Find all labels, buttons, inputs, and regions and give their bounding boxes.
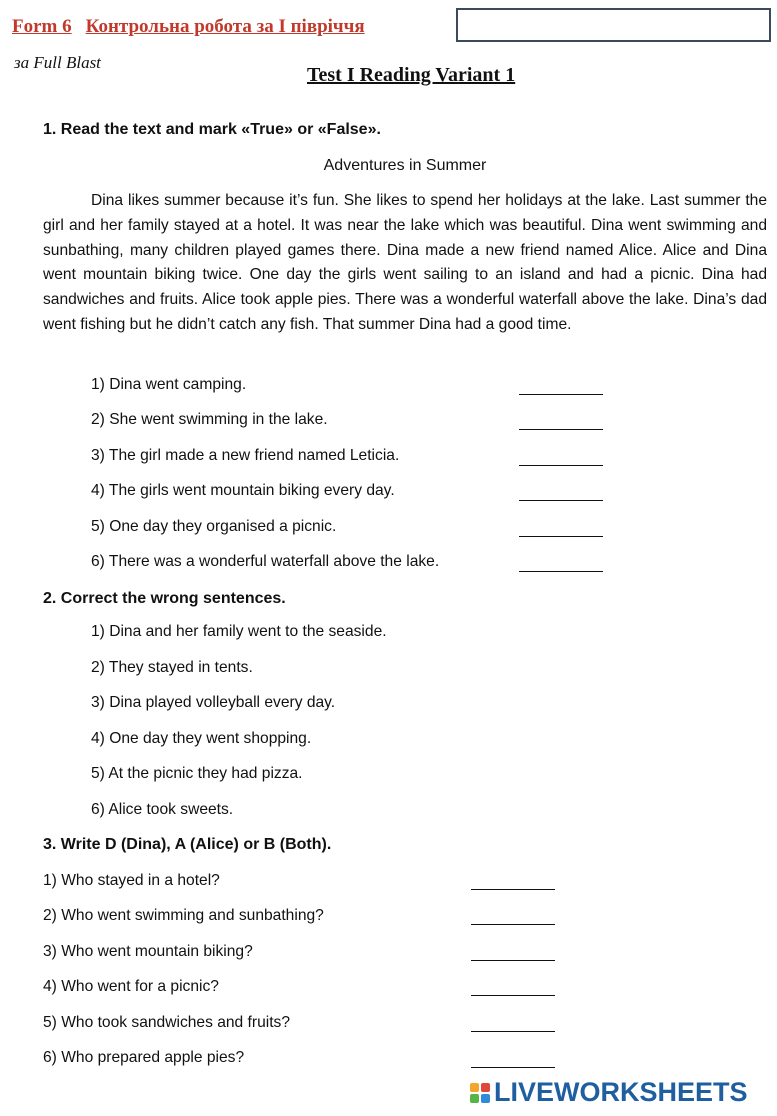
task1-answer-1[interactable] bbox=[519, 394, 603, 395]
test-title: Test I Reading Variant 1 bbox=[307, 64, 516, 86]
logo-square-orange bbox=[470, 1083, 479, 1092]
task1-item-1: 1) Dina went camping. bbox=[91, 376, 247, 393]
task3-heading: 3. Write D (Dina), A (Alice) or B (Both). bbox=[43, 836, 332, 853]
task1-item-5: 5) One day they organised a picnic. bbox=[91, 518, 337, 535]
logo-square-green bbox=[470, 1094, 479, 1103]
task3-answer-6[interactable] bbox=[471, 1067, 555, 1068]
logo-square-red bbox=[481, 1083, 490, 1092]
task1-answer-3[interactable] bbox=[519, 465, 603, 466]
task3-item-3: 3) Who went mountain biking? bbox=[43, 943, 253, 960]
story-title: Adventures in Summer bbox=[323, 157, 487, 174]
liveworksheets-icon bbox=[470, 1083, 490, 1103]
task3-item-1: 1) Who stayed in a hotel? bbox=[43, 872, 220, 889]
task1-item-4: 4) The girls went mountain biking every day. bbox=[91, 482, 395, 499]
task3-answer-5[interactable] bbox=[471, 1031, 555, 1032]
task2-item-4: 4) One day they went shopping. bbox=[91, 730, 312, 747]
form-title bbox=[12, 16, 365, 38]
task1-item-6: 6) There was a wonderful waterfall above the lake. bbox=[91, 553, 440, 570]
logo-square-blue bbox=[481, 1094, 490, 1103]
task2-heading: 2. Correct the wrong sentences. bbox=[43, 590, 286, 607]
name-input-box[interactable] bbox=[456, 8, 771, 42]
test-name: Контрольна робота за І півріччя bbox=[85, 16, 365, 37]
liveworksheets-wordmark: LIVEWORKSHEETS bbox=[494, 1077, 748, 1107]
task3-answer-3[interactable] bbox=[471, 960, 555, 961]
task1-item-2: 2) She went swimming in the lake. bbox=[91, 411, 328, 428]
task2-item-1: 1) Dina and her family went to the seaside. bbox=[91, 623, 387, 640]
task1-answer-4[interactable] bbox=[519, 500, 603, 501]
task3-item-6: 6) Who prepared apple pies? bbox=[43, 1049, 245, 1066]
task3-answer-1[interactable] bbox=[471, 889, 555, 890]
liveworksheets-logo bbox=[470, 1077, 748, 1108]
task3-item-5: 5) Who took sandwiches and fruits? bbox=[43, 1014, 291, 1031]
task2-item-3: 3) Dina played volleyball every day. bbox=[91, 694, 336, 711]
task2-item-2: 2) They stayed in tents. bbox=[91, 659, 253, 676]
task3-item-2: 2) Who went swimming and sunbathing? bbox=[43, 907, 324, 924]
task1-item-3: 3) The girl made a new friend named Leticia. bbox=[91, 447, 400, 464]
task1-answer-6[interactable] bbox=[519, 571, 603, 572]
task2-item-5: 5) At the picnic they had pizza. bbox=[91, 765, 303, 782]
form-label: Form 6 bbox=[12, 16, 72, 37]
task3-answer-2[interactable] bbox=[471, 924, 555, 925]
task2-item-6: 6) Alice took sweets. bbox=[91, 801, 234, 818]
task1-answer-2[interactable] bbox=[519, 429, 603, 430]
story-text: Dina likes summer because it’s fun. She likes to spend her holidays at the lake. Last summer the girl and her family stayed at a hotel. It was near the lake which was beautiful. Dina went swimming and sunbathing, many children played games there. Dina made a new friend named Alice. Alice and Dina went mountain biking twice. One day the girls went sailing to an island and had a picnic. Dina had sandwiches and fruits. Alice took apple pies. There was a wonderful waterfall above the lake. Dina’s dad went fishing but he didn’t catch any fish. That summer Dina had a good time. bbox=[43, 192, 767, 333]
task3-item-4: 4) Who went for a picnic? bbox=[43, 978, 219, 995]
task1-answer-5[interactable] bbox=[519, 536, 603, 537]
task3-answer-4[interactable] bbox=[471, 995, 555, 996]
course-subtitle: за Full Blast bbox=[14, 53, 101, 72]
task1-heading: 1. Read the text and mark «True» or «False». bbox=[43, 121, 381, 138]
